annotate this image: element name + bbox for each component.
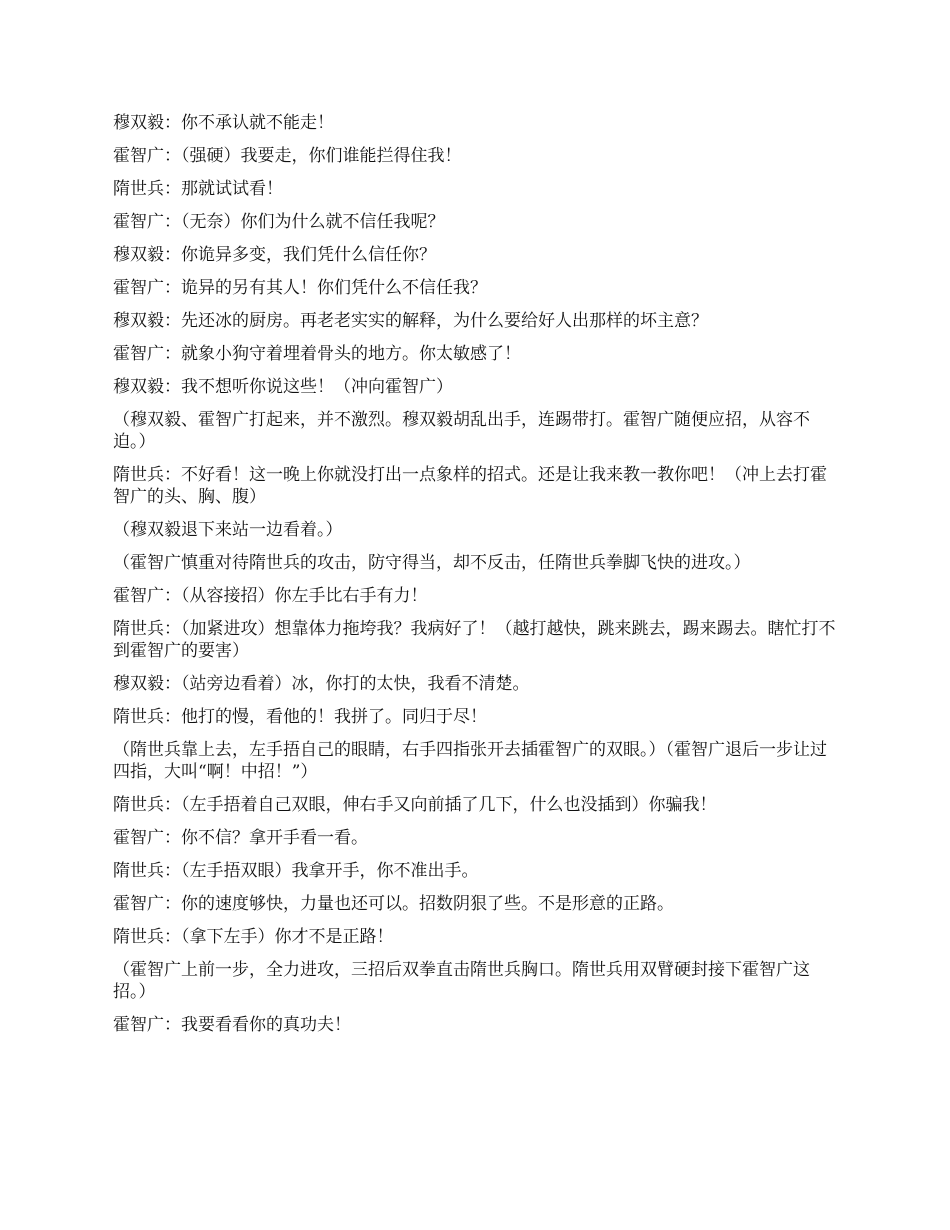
dialogue-line: 霍智广：你不信？拿开手看一看。 xyxy=(113,828,368,848)
dialogue-line: 隋世兵：（加紧进攻）想靠体力拖垮我？我病好了！（越打越快，跳来跳去，踢来踢去。瞎忙打不到霍智广的要害） xyxy=(113,619,836,661)
dialogue-line: 隋世兵：他打的慢，看他的！我拼了。同归于尽！ xyxy=(113,707,487,727)
dialogue-line: 霍智广：诡异的另有其人！你们凭什么不信任我？ xyxy=(113,278,487,298)
stage-direction: （霍智广上前一步，全力进攻，三招后双拳直击隋世兵胸口。隋世兵用双臂硬封接下霍智广这招。） xyxy=(113,960,810,1002)
stage-direction: （穆双毅、霍智广打起来，并不激烈。穆双毅胡乱出手，连踢带打。霍智广随便应招，从容不迫。） xyxy=(113,410,810,452)
dialogue-line: 穆双毅：你不承认就不能走！ xyxy=(113,113,334,133)
document-body xyxy=(113,112,841,1047)
dialogue-line: 隋世兵：（拿下左手）你才不是正路！ xyxy=(113,927,394,947)
dialogue-line: 霍智广：（强硬）我要走，你们谁能拦得住我！ xyxy=(113,146,462,166)
dialogue-line: 穆双毅：你诡异多变，我们凭什么信任你？ xyxy=(113,245,436,265)
dialogue-line: 霍智广：（从容接招）你左手比右手有力！ xyxy=(113,586,428,606)
dialogue-line: 穆双毅：先还冰的厨房。再老老实实的解释，为什么要给好人出那样的坏主意？ xyxy=(113,311,708,331)
dialogue-line: 霍智广：就象小狗守着埋着骨头的地方。你太敏感了！ xyxy=(113,344,521,364)
stage-direction: （穆双毅退下来站一边看着。） xyxy=(113,520,343,540)
dialogue-line: 隋世兵：不好看！这一晚上你就没打出一点象样的招式。还是让我来教一教你吧！（冲上去打霍智广的头、胸、腹） xyxy=(113,465,827,507)
dialogue-line: 霍智广：我要看看你的真功夫！ xyxy=(113,1015,351,1035)
stage-direction: （隋世兵靠上去，左手捂自己的眼睛，右手四指张开去插霍智广的双眼。）（霍智广退后一步让过四指，大叫“啊！中招！”） xyxy=(113,740,827,782)
dialogue-line: 隋世兵：（左手捂着自己双眼，伸右手又向前插了几下，什么也没插到）你骗我！ xyxy=(113,795,717,815)
dialogue-line: 霍智广：（无奈）你们为什么就不信任我呢？ xyxy=(113,212,445,232)
dialogue-line: 隋世兵：那就试试看！ xyxy=(113,179,283,199)
dialogue-line: 穆双毅：（站旁边看着）冰，你打的太快，我看不清楚。 xyxy=(113,674,530,694)
dialogue-line: 隋世兵：（左手捂双眼）我拿开手，你不准出手。 xyxy=(113,861,479,881)
stage-direction: （霍智广慎重对待隋世兵的攻击，防守得当，却不反击，任隋世兵拳脚飞快的进攻。） xyxy=(113,553,751,573)
dialogue-line: 霍智广：你的速度够快，力量也还可以。招数阴狠了些。不是形意的正路。 xyxy=(113,894,674,914)
dialogue-line: 穆双毅：我不想听你说这些！（冲向霍智广） xyxy=(113,377,453,397)
